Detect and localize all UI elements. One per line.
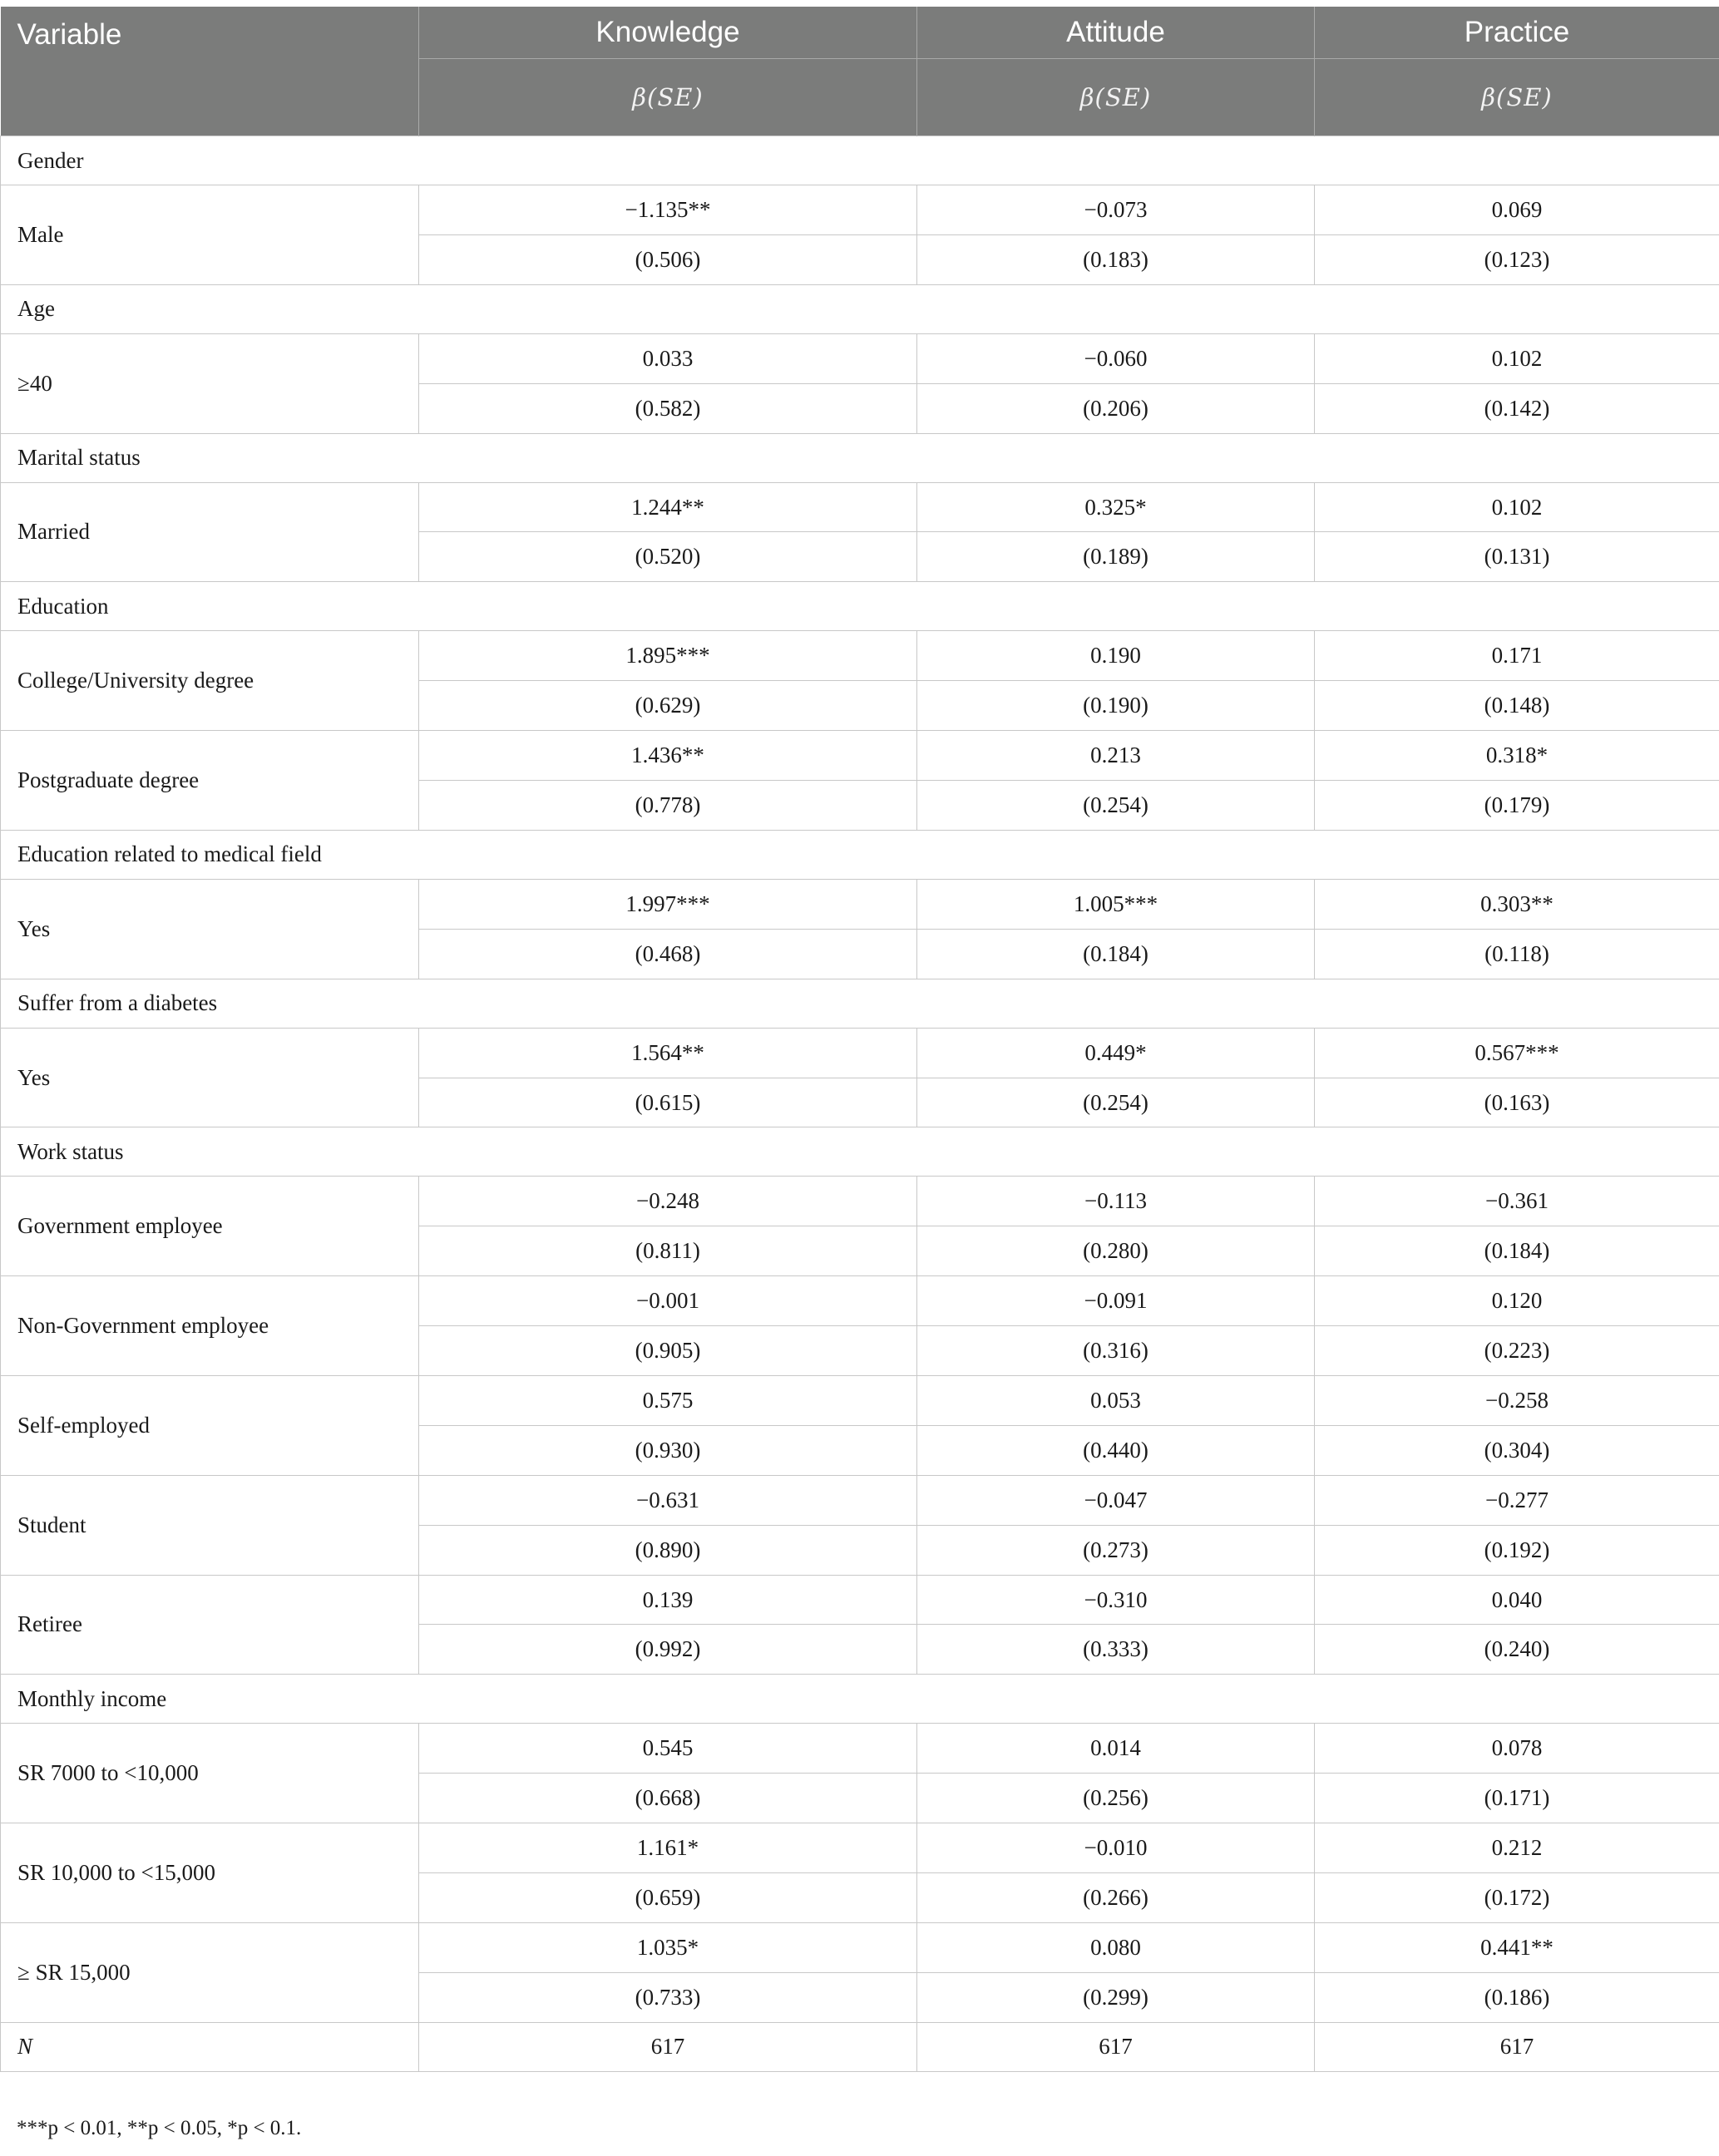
table-row: [1, 1575, 1719, 1625]
coefficient-cell: 0.325*: [917, 482, 1315, 532]
table-row: [1, 631, 1719, 681]
row-label: Married: [1, 482, 419, 582]
standard-error-cell: (0.468): [419, 929, 917, 979]
coefficient-cell: −0.113: [917, 1177, 1315, 1226]
group-header-row: [1, 830, 1719, 879]
standard-error-cell: (0.184): [917, 929, 1315, 979]
coefficient-cell: 0.171: [1315, 631, 1719, 681]
coefficient-cell: 0.212: [1315, 1823, 1719, 1873]
standard-error-cell: (0.131): [1315, 532, 1719, 582]
group-header-row: [1, 1127, 1719, 1177]
standard-error-cell: (0.172): [1315, 1873, 1719, 1923]
coefficient-cell: 0.040: [1315, 1575, 1719, 1625]
group-header-row: [1, 1675, 1719, 1724]
standard-error-cell: (0.316): [917, 1326, 1315, 1376]
coefficient-cell: 1.244**: [419, 482, 917, 532]
table-row: [1, 333, 1719, 383]
standard-error-cell: (0.333): [917, 1625, 1315, 1675]
coefficient-cell: −0.001: [419, 1276, 917, 1326]
row-label: Male: [1, 185, 419, 285]
coefficient-cell: −0.277: [1315, 1475, 1719, 1525]
coefficient-cell: 1.564**: [419, 1028, 917, 1078]
standard-error-cell: (0.506): [419, 234, 917, 284]
sample-size-cell: 617: [1315, 2022, 1719, 2071]
group-label: Work status: [1, 1127, 1719, 1177]
coefficient-cell: −0.631: [419, 1475, 917, 1525]
standard-error-cell: (0.811): [419, 1226, 917, 1276]
row-label: ≥ SR 15,000: [1, 1922, 419, 2022]
coefficient-cell: 0.120: [1315, 1276, 1719, 1326]
standard-error-cell: (0.304): [1315, 1425, 1719, 1475]
coefficient-cell: −0.047: [917, 1475, 1315, 1525]
coefficient-cell: 0.053: [917, 1376, 1315, 1426]
coefficient-cell: 0.014: [917, 1724, 1315, 1774]
group-header-row: [1, 979, 1719, 1028]
standard-error-cell: (0.668): [419, 1774, 917, 1823]
header-attitude: Attitude: [917, 7, 1315, 59]
table-body: [1, 136, 1719, 2072]
standard-error-cell: (0.192): [1315, 1525, 1719, 1575]
coefficient-cell: 0.449*: [917, 1028, 1315, 1078]
coefficient-cell: 0.033: [419, 333, 917, 383]
row-label: Self-employed: [1, 1376, 419, 1476]
group-label: Monthly income: [1, 1675, 1719, 1724]
coefficient-cell: 0.441**: [1315, 1922, 1719, 1972]
coefficient-cell: 1.035*: [419, 1922, 917, 1972]
standard-error-cell: (0.992): [419, 1625, 917, 1675]
standard-error-cell: (0.629): [419, 681, 917, 731]
subheader-practice: β(SE): [1315, 59, 1719, 136]
standard-error-cell: (0.254): [917, 1078, 1315, 1127]
subheader-knowledge: β(SE): [419, 59, 917, 136]
table-row: [1, 482, 1719, 532]
group-header-row: [1, 136, 1719, 185]
sample-size-cell: 617: [917, 2022, 1315, 2071]
header-practice: Practice: [1315, 7, 1719, 59]
coefficient-cell: 0.567***: [1315, 1028, 1719, 1078]
subheader-attitude: β(SE): [917, 59, 1315, 136]
coefficient-cell: −0.310: [917, 1575, 1315, 1625]
coefficient-cell: −0.060: [917, 333, 1315, 383]
standard-error-cell: (0.171): [1315, 1774, 1719, 1823]
standard-error-cell: (0.890): [419, 1525, 917, 1575]
coefficient-cell: −0.010: [917, 1823, 1315, 1873]
significance-footnote: ***p < 0.01, **p < 0.05, *p < 0.1.: [17, 2117, 302, 2139]
standard-error-cell: (0.163): [1315, 1078, 1719, 1127]
header-variable: Variable: [1, 7, 419, 136]
table-row: [1, 1028, 1719, 1078]
coefficient-cell: 0.303**: [1315, 879, 1719, 929]
sample-size-row: [1, 2022, 1719, 2071]
standard-error-cell: (0.183): [917, 234, 1315, 284]
sample-size-label: N: [1, 2022, 419, 2071]
coefficient-cell: 0.078: [1315, 1724, 1719, 1774]
group-label: Gender: [1, 136, 1719, 185]
row-label: Yes: [1, 879, 419, 979]
row-label: Student: [1, 1475, 419, 1575]
standard-error-cell: (0.148): [1315, 681, 1719, 731]
coefficient-cell: 0.139: [419, 1575, 917, 1625]
table-row: [1, 1922, 1719, 1972]
table-row: [1, 731, 1719, 781]
standard-error-cell: (0.189): [917, 532, 1315, 582]
standard-error-cell: (0.190): [917, 681, 1315, 731]
standard-error-cell: (0.266): [917, 1873, 1315, 1923]
table-header: [1, 7, 1719, 136]
standard-error-cell: (0.179): [1315, 781, 1719, 831]
coefficient-cell: 0.190: [917, 631, 1315, 681]
group-header-row: [1, 284, 1719, 333]
standard-error-cell: (0.905): [419, 1326, 917, 1376]
row-label: Postgraduate degree: [1, 731, 419, 831]
coefficient-cell: 1.005***: [917, 879, 1315, 929]
standard-error-cell: (0.440): [917, 1425, 1315, 1475]
row-label: College/University degree: [1, 631, 419, 731]
standard-error-cell: (0.280): [917, 1226, 1315, 1276]
group-header-row: [1, 582, 1719, 631]
row-label: Government employee: [1, 1177, 419, 1276]
standard-error-cell: (0.273): [917, 1525, 1315, 1575]
coefficient-cell: 0.069: [1315, 185, 1719, 235]
group-label: Marital status: [1, 433, 1719, 482]
standard-error-cell: (0.615): [419, 1078, 917, 1127]
coefficient-cell: 0.102: [1315, 333, 1719, 383]
coefficient-cell: 1.895***: [419, 631, 917, 681]
standard-error-cell: (0.254): [917, 781, 1315, 831]
group-label: Age: [1, 284, 1719, 333]
table-row: [1, 1276, 1719, 1326]
table-row: [1, 1823, 1719, 1873]
row-label: SR 10,000 to <15,000: [1, 1823, 419, 1923]
standard-error-cell: (0.240): [1315, 1625, 1719, 1675]
coefficient-cell: 1.997***: [419, 879, 917, 929]
table-row: [1, 1177, 1719, 1226]
group-label: Education: [1, 582, 1719, 631]
coefficient-cell: −0.361: [1315, 1177, 1719, 1226]
row-label: Yes: [1, 1028, 419, 1127]
table-row: [1, 185, 1719, 235]
table-row: [1, 879, 1719, 929]
coefficient-cell: 1.436**: [419, 731, 917, 781]
standard-error-cell: (0.299): [917, 1972, 1315, 2022]
standard-error-cell: (0.520): [419, 532, 917, 582]
standard-error-cell: (0.930): [419, 1425, 917, 1475]
coefficient-cell: −0.258: [1315, 1376, 1719, 1426]
table-row: [1, 1376, 1719, 1426]
coefficient-cell: −0.091: [917, 1276, 1315, 1326]
standard-error-cell: (0.659): [419, 1873, 917, 1923]
row-label: Retiree: [1, 1575, 419, 1675]
coefficient-cell: 0.575: [419, 1376, 917, 1426]
standard-error-cell: (0.582): [419, 383, 917, 433]
table-row: [1, 1475, 1719, 1525]
coefficient-cell: 0.213: [917, 731, 1315, 781]
regression-table: [0, 7, 1719, 2072]
standard-error-cell: (0.223): [1315, 1326, 1719, 1376]
coefficient-cell: 0.545: [419, 1724, 917, 1774]
row-label: Non-Government employee: [1, 1276, 419, 1376]
row-label: SR 7000 to <10,000: [1, 1724, 419, 1823]
header-knowledge: Knowledge: [419, 7, 917, 59]
standard-error-cell: (0.733): [419, 1972, 917, 2022]
standard-error-cell: (0.142): [1315, 383, 1719, 433]
standard-error-cell: (0.186): [1315, 1972, 1719, 2022]
standard-error-cell: (0.256): [917, 1774, 1315, 1823]
coefficient-cell: 1.161*: [419, 1823, 917, 1873]
row-label: ≥40: [1, 333, 419, 433]
table-row: [1, 1724, 1719, 1774]
group-label: Education related to medical field: [1, 830, 1719, 879]
coefficient-cell: 0.080: [917, 1922, 1315, 1972]
standard-error-cell: (0.206): [917, 383, 1315, 433]
coefficient-cell: 0.102: [1315, 482, 1719, 532]
standard-error-cell: (0.184): [1315, 1226, 1719, 1276]
standard-error-cell: (0.123): [1315, 234, 1719, 284]
coefficient-cell: −1.135**: [419, 185, 917, 235]
coefficient-cell: −0.248: [419, 1177, 917, 1226]
sample-size-cell: 617: [419, 2022, 917, 2071]
group-header-row: [1, 433, 1719, 482]
coefficient-cell: −0.073: [917, 185, 1315, 235]
standard-error-cell: (0.778): [419, 781, 917, 831]
standard-error-cell: (0.118): [1315, 929, 1719, 979]
coefficient-cell: 0.318*: [1315, 731, 1719, 781]
group-label: Suffer from a diabetes: [1, 979, 1719, 1028]
